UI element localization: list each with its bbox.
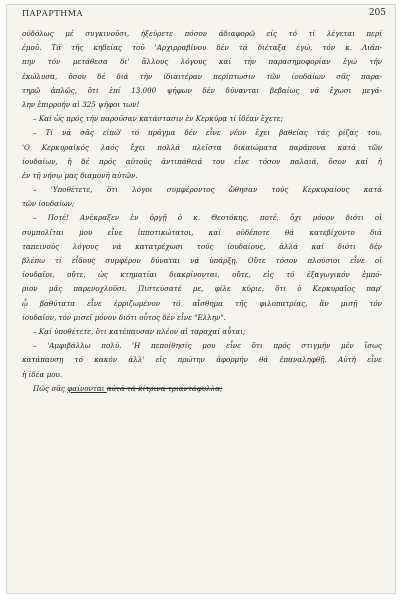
text-line: ίουδαίων, ἡ δέ πρός αὐτούς ἀντιπάθειά του εἶνε τόσον παλαιά, ὅσον καί ἡ	[22, 156, 382, 166]
text-line: βλέπω τί εἶδους συμφέρον δύναται νά ὑπάρξῃ. Οὔτε τόσον πλούσιοι εἶνε οἱ	[22, 256, 382, 265]
underlined-text: φαίνονται	[67, 383, 107, 393]
text-line: κατάπαυσῃ τό κακόν ἀλλ' εἰς πρώτην ἀφορμήν θά ἐπαναληφθῇ. Αὐτή εἶνε	[22, 355, 382, 365]
last-line-start: Πῶς σᾶς	[33, 383, 68, 393]
text-line: ἐν τῇ νήσῳ μας διαμονή αὐτῶν.	[22, 170, 138, 180]
running-head: ΠΑΡΑΡΤΗΜΑ	[22, 9, 83, 18]
text-line: λην ἐπιρροήν αἱ 325 ψῆφοι των!	[22, 99, 140, 109]
text-line: ἐκώλυσα, ὅσον δέ διά τήν ίδιαιτέραν περίπτωσιν τῶν ίουδαίων σᾶς παρα-	[22, 71, 382, 81]
text-line: πην τόν μετάθεσα δι' ἄλλους λόγους καί τήν παρασημοφορίαν ἐγώ τήν	[22, 57, 382, 67]
text-line: τῶν ίουδαίων;	[22, 199, 75, 209]
text-line: ταπεινούς λόγους νά κατατρέχωσι τούς ίουδαίους, ἀλλά καί διότι δέν	[22, 241, 382, 251]
text-line: έμοῦ. Τά τῆς κηδείας τοῦ 'Αρχιρραβίνου δέν τά διέταξα έγώ, τόν κ. Λιάπ-	[22, 43, 382, 53]
text-line: 'Ο Κερκυραϊκός λαός ἔχει πολλά πλεῖστα δικαιώματα παράπονα κατά τῶν	[22, 142, 382, 152]
book-page	[6, 4, 396, 594]
text-line: – Καί ὡς πρός τήν παροῦσαν κατάστασιν ἐν Κερκύρᾳ τί ἰδέαν ἔχετε;	[33, 114, 284, 124]
struck-text: αὐτά τά κίτρινα τριαντάφυλλα;	[106, 383, 223, 393]
text-line: ᾧ βαθύτατα εἶνε ἐρριζωμένον τό αἴσθημα τῆς φιλοπατρίας, ἄν μισῇ τόν	[22, 298, 382, 308]
text-line: – Καί ὑποθέτετε, ὅτι κατέπαυσαν πλέον αἱ ταραχαί αὗται;	[33, 326, 246, 336]
text-line: – 'Υποθέτετε, ὅτι λόγοι συμφέροντος ὤθησαν τούς Κερκυραίους κατά	[33, 185, 382, 195]
text-line: ίουδαῖοι, οὔτε, ὡς κτηματίαι διακρίνονται, οὔτε, εἰς τό ἐξαγωγικόν ἐμπό-	[22, 270, 382, 280]
text-line: συμπολῖται μου εἶνε ἱπποτικώτατοι, καί οὐδέποτε θά κατεβίχοντο διά	[22, 227, 382, 237]
text-line: – 'Αμφιβάλλω πολύ. 'Η πεποίθησίς μου εἶνε ὅτι πρός στιγμήν μέν ἴσως	[33, 341, 382, 351]
text-line-last	[22, 382, 382, 396]
text-line: ριον μᾶς παρενοχλοῦσι. Πιστεύσατέ με, φίλε κύριε, ὅτι ὁ Κερκυραῖος παρ'	[22, 284, 382, 294]
text-line: – Τί νά σᾶς εἰπῶ' τό πρᾶγμα δέν εἶνε νέον ἔχει βαθείας τάς ρίζας του.	[33, 128, 382, 138]
text-line: τηρῶ ἁπλῶς, ὅτι ἐπί 13.000 ψήφων δέν δύνανται βεβαίως νά ἔχωσι μεγά-	[22, 85, 382, 95]
text-line: ἡ ἰδέα μου.	[22, 369, 63, 379]
text-line: – Ποτέ! Ανέκραξεν ἐν ὀργῇ ὁ κ. Θεοτόκης, ποτέ, ὄχι μόνον διότι οἱ	[33, 213, 382, 223]
page-number: 205	[368, 8, 386, 18]
body-text	[22, 27, 382, 396]
text-line: ούδόλως μέ συγκινοῦσι, ήξεύρετε πόσον άδιαφορῶ είς τό τί λέγεται περί	[22, 29, 382, 38]
text-line: ίουδαῖον, τόν μισεῖ μόνον διότι οὗτος δέν εἶνε "Ελλην".	[22, 312, 226, 322]
